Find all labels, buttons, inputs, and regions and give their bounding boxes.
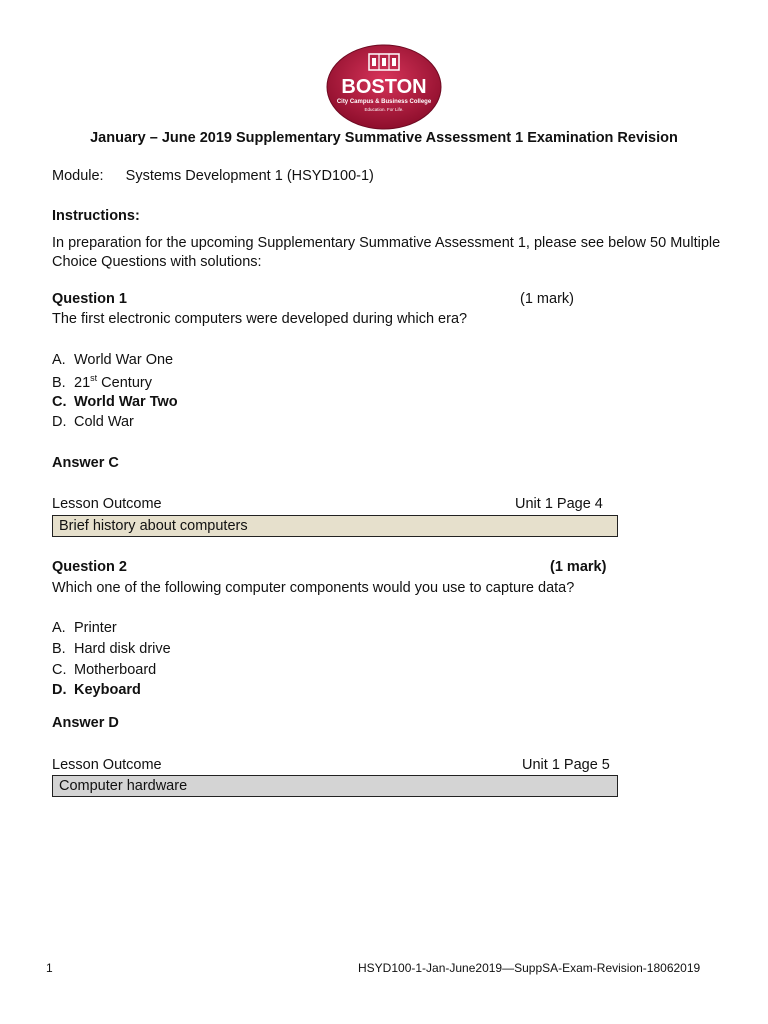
question-1-outcome: Brief history about computers <box>59 518 248 534</box>
question-2-option-d: D. Keyboard <box>52 682 141 698</box>
question-2-unit-page: Unit 1 Page 5 <box>522 757 610 773</box>
question-2-text: Which one of the following computer components would you use to capture data? <box>52 580 575 596</box>
document-reference: HSYD100-1-Jan-June2019—SuppSA-Exam-Revision-18062019 <box>358 961 701 975</box>
logo-subtitle: City Campus & Business College <box>336 99 432 105</box>
question-1-option-b: B. 21st Century <box>52 373 152 391</box>
question-2-option-c: C. Motherboard <box>52 662 157 678</box>
question-1-text: The first electronic computers were developed during which era? <box>52 311 468 327</box>
instructions-line-2: Choice Questions with solutions: <box>52 254 262 270</box>
document-title: January – June 2019 Supplementary Summative Assessment 1 Examination Revision <box>90 130 678 146</box>
question-1-unit-page: Unit 1 Page 4 <box>515 496 603 512</box>
logo-wordmark: BOSTON <box>341 76 427 98</box>
question-1-heading: Question 1 <box>52 291 127 307</box>
question-2-option-b: B. Hard disk drive <box>52 641 171 657</box>
question-1-outcome-box <box>52 515 618 537</box>
instructions-line-1: In preparation for the upcoming Supplementary Summative Assessment 1, please see below 50 Multiple <box>52 235 721 251</box>
question-1-option-d: D. Cold War <box>52 414 134 430</box>
question-1-answer: Answer C <box>52 455 119 471</box>
question-1-option-c: C. World War Two <box>52 394 178 410</box>
question-2-answer: Answer D <box>52 715 119 731</box>
boston-logo <box>326 44 442 130</box>
question-1-option-a: A. World War One <box>52 352 174 368</box>
question-2-outcome-label: Lesson Outcome <box>52 757 162 773</box>
question-2-outcome: Computer hardware <box>59 778 188 794</box>
question-1-outcome-label: Lesson Outcome <box>52 496 162 512</box>
question-2-option-a: A. Printer <box>52 620 117 636</box>
question-1-marks: (1 mark) <box>520 291 574 307</box>
question-2-outcome-box <box>52 775 618 797</box>
module-value: Systems Development 1 (HSYD100-1) <box>125 168 374 184</box>
question-2-marks: (1 mark) <box>550 559 607 575</box>
page-number: 1 <box>46 961 53 975</box>
instructions-heading: Instructions: <box>52 208 140 224</box>
module-label: Module: <box>52 168 104 184</box>
question-2-heading: Question 2 <box>52 559 127 575</box>
module-line <box>52 168 374 184</box>
logo-tagline: Education. For Life. <box>364 107 404 112</box>
